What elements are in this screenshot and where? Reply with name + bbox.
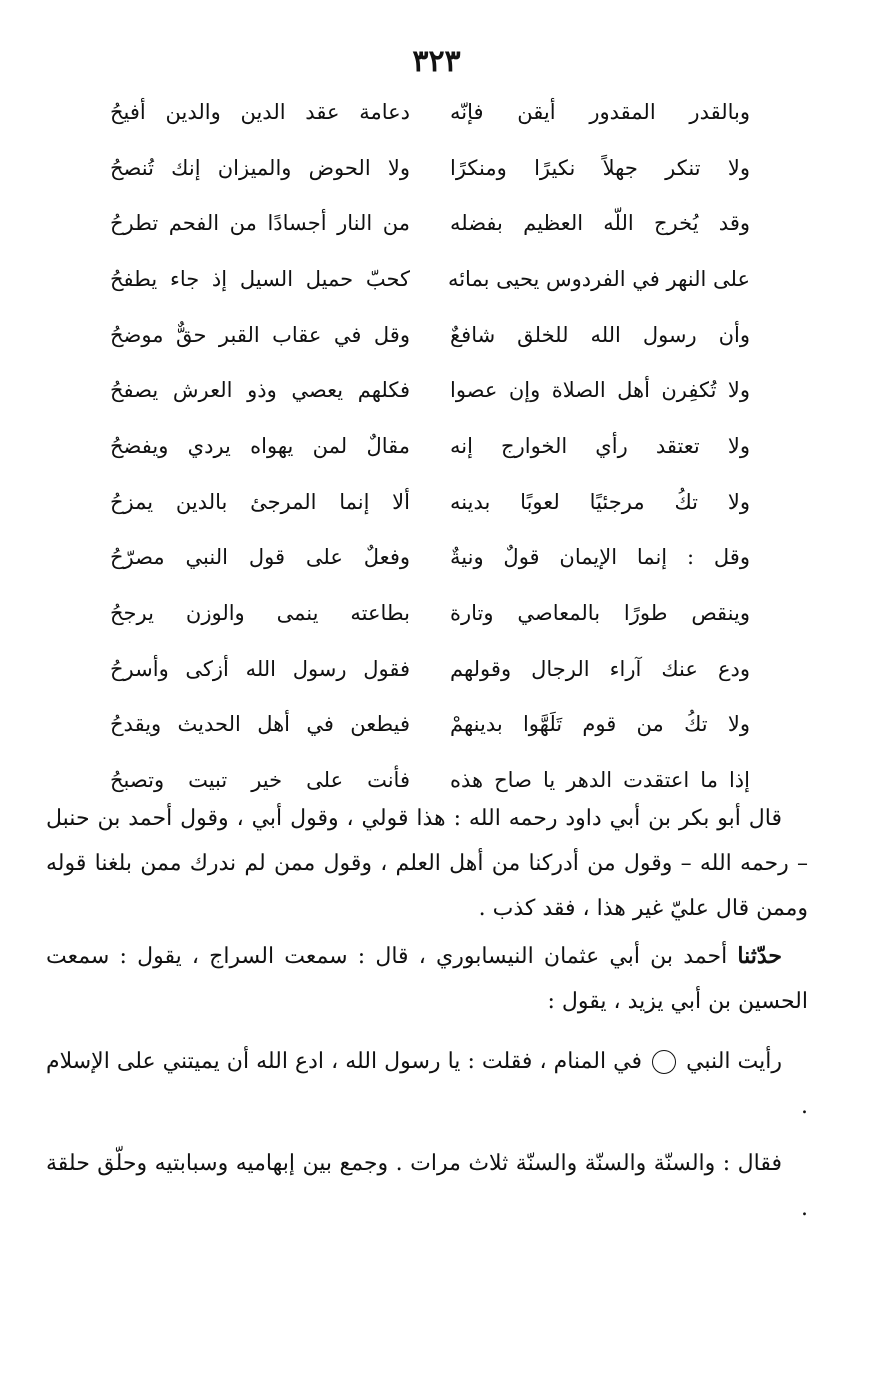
verse <box>110 697 750 753</box>
verse-first-hemistich: وينقص طورًا بالمعاصي وتارة <box>450 601 750 626</box>
verse-second-hemistich: فأنت على خير تبيت وتصبحُ <box>110 768 410 793</box>
lead-word: حدّثنا <box>737 943 782 969</box>
dream-text-start: رأيت النبي <box>686 1049 783 1074</box>
verse <box>110 362 750 418</box>
paragraph-text <box>46 1039 808 1129</box>
verse <box>110 530 750 586</box>
verse-second-hemistich: كحبّ حميل السيل إذ جاء يطفحُ <box>110 266 410 291</box>
verse-second-hemistich: فيطعن في أهل الحديث ويقدحُ <box>110 712 410 737</box>
verse <box>110 251 750 307</box>
verse-second-hemistich: ألا إنما المرجئ بالدين يمزحُ <box>110 489 410 514</box>
paragraph-text <box>46 934 808 1024</box>
verse-second-hemistich: من النار أجسادًا من الفحم تطرحُ <box>110 211 410 236</box>
verse-second-hemistich: وفعلٌ على قول النبي مصرّحُ <box>110 545 410 570</box>
verse-first-hemistich: ولا تنكر جهلاً نكيرًا ومنكرًا <box>450 155 750 180</box>
paragraph-dream <box>46 1039 808 1129</box>
verse-first-hemistich: على النهر في الفردوس يحيى بمائه <box>447 266 750 291</box>
verse-first-hemistich: ودع عنك آراء الرجال وقولهم <box>450 656 750 681</box>
verse <box>110 140 750 196</box>
verse <box>110 641 750 697</box>
verse-second-hemistich: بطاعته ينمى والوزن يرجحُ <box>110 601 410 626</box>
verse-first-hemistich: وأن رسول الله للخلق شافعٌ <box>450 322 750 347</box>
verse-second-hemistich: مقالٌ لمن يهواه يردي ويفضحُ <box>110 433 410 458</box>
verse-first-hemistich: وقل : إنما الإيمان قولٌ ونيةٌ <box>450 545 750 570</box>
verse-first-hemistich: وقد يُخرج اللّه العظيم بفضله <box>450 211 750 236</box>
isnad-text: أحمد بن أبي عثمان النيسابوري ، قال : سمعت السراج ، يقول : سمعت الحسين بن أبي يزيد ، يقول : <box>46 944 808 1014</box>
verse <box>110 195 750 251</box>
page-number: ٣٢٣ <box>412 44 461 79</box>
paragraph-text: قال أبو بكر بن أبي داود رحمه الله : هذا قولي ، وقول أبي ، وقول أحمد بن حنبل – رحمه الله – وقول من أدركنا من أهل العلم ، وقول ممن لم ندرك ممن بلغنا قوله وممن قال عليّ غير هذا ، فقد كذب . <box>46 806 808 921</box>
verse-second-hemistich: فقول رسول الله أزكى وأسرحُ <box>110 656 410 681</box>
verse <box>110 84 750 140</box>
verse-first-hemistich: إذا ما اعتقدت الدهر يا صاح هذه <box>450 768 750 793</box>
paragraph-reply <box>46 1141 808 1231</box>
salutation-ligature-icon <box>652 1050 676 1074</box>
verse <box>110 418 750 474</box>
verse-first-hemistich: ولا تكُ مرجئيًا لعوبًا بدينه <box>450 489 750 514</box>
verse-second-hemistich: وقل في عقاب القبر حقٌّ موضحُ <box>110 322 410 347</box>
verse-second-hemistich: فكلهم يعصي وذو العرش يصفحُ <box>110 378 410 403</box>
paragraph-attribution <box>46 796 808 931</box>
verse <box>110 307 750 363</box>
paragraph-isnad <box>46 934 808 1024</box>
verse-first-hemistich: وبالقدر المقدور أيقن فإنّه <box>450 99 750 124</box>
paragraph-text: فقال : والسنّة والسنّة والسنّة ثلاث مرات . وجمع بين إبهاميه وسبابتيه وحلّق حلقة . <box>46 1151 808 1221</box>
verse <box>110 474 750 530</box>
poem <box>110 84 750 808</box>
verse-first-hemistich: ولا تُكفِرن أهل الصلاة وإن عصوا <box>450 378 750 403</box>
verse-second-hemistich: دعامة عقد الدين والدين أفيحُ <box>110 99 410 124</box>
verse-second-hemistich: ولا الحوض والميزان إنك تُنصحُ <box>110 155 410 180</box>
dream-text-end: في المنام ، فقلت : يا رسول الله ، ادع الله أن يميتني على الإسلام . <box>46 1049 808 1119</box>
verse-first-hemistich: ولا تعتقد رأي الخوارج إنه <box>450 433 750 458</box>
verse-first-hemistich: ولا تكُ من قوم تَلَهَّوا بدينهمْ <box>450 712 750 737</box>
verse <box>110 585 750 641</box>
